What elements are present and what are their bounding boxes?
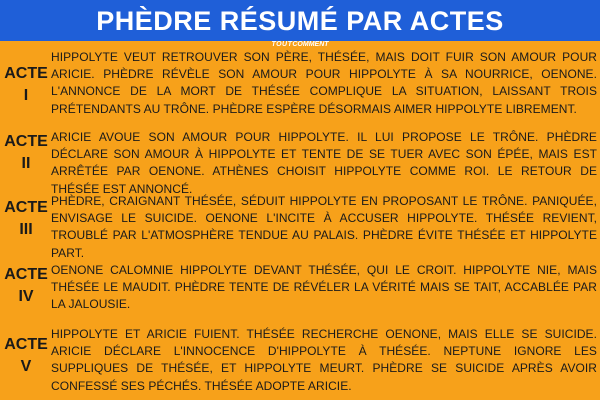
act-number: III (19, 221, 33, 238)
act-row-5 (0, 323, 600, 395)
act-label-3 (0, 193, 52, 241)
act-number: I (23, 87, 29, 104)
act-row-2 (0, 128, 600, 198)
act-label-1 (0, 49, 52, 107)
act-number: II (21, 155, 31, 172)
act-summary-2: ARICIE AVOUE SON AMOUR POUR HIPPOLYTE. IL LUI PROPOSE LE TRÔNE. PHÈDRE DÉCLARE SON AMOUR À HIPPOLYTE ET TENTE DE SE TUER AVEC SON ÉPÉE, MAIS EST ARRÊTÉE PAR OENONE. ATHÈNES CHOISIT HIPPOLYTE COMME ROI. LE RETOUR DE THÉSÉE EST ANNONCÉ. (51, 130, 597, 196)
act-row-3 (0, 193, 600, 262)
act-summary-4: OENONE CALOMNIE HIPPOLYTE DEVANT THÉSÉE, QUI LE CROIT. HIPPOLYTE NIE, MAIS THÉSÉE LE MAUDIT. PHÈDRE TENTE DE RÉVÉLER LA VÉRITÉ MAIS SE TAIT, ACCABLÉE PAR LA JALOUSIE. (51, 263, 597, 312)
act-label-5 (0, 323, 52, 378)
title-banner (0, 0, 600, 41)
page-title: PHÈDRE RÉSUMÉ PAR ACTES (96, 5, 504, 36)
acts-list (0, 49, 600, 400)
brand-logo-part1: TOUT (271, 41, 293, 48)
act-number: IV (18, 288, 34, 305)
act-word: ACTE (4, 266, 48, 283)
act-summary-5: HIPPOLYTE ET ARICIE FUIENT. THÉSÉE RECHERCHE OENONE, MAIS ELLE SE SUICIDE. ARICIE DÉCLARE L'INNOCENCE D'HIPPOLYTE À THÉSÉE. NEPTUNE IGNORE LES SUPPLIQUES DE THÉSÉE, ET HIPPOLYTE MEURT. PHÈDRE SE SUICIDE APRÈS AVOIR CONFESSÉ SES PÉCHÉS. THÉSÉE ADOPTE ARICIE. (51, 327, 597, 393)
act-summary-3: PHÈDRE, CRAIGNANT THÉSÉE, SÉDUIT HIPPOLYTE EN PROPOSANT LE TRÔNE. PANIQUÉE, ENVISAGE LE SUICIDE. OENONE L'INCITE À ACCUSER HIPPOLYTE. THÉSÉE REVIENT, TROUBLÉ PAR L'ATMOSPHÈRE TENDUE AU PALAIS. PHÈDRE ÉVITE THÉSÉE ET HIPPOLYTE PART. (51, 194, 597, 260)
act-label-2 (0, 128, 52, 175)
act-row-4 (0, 258, 600, 314)
act-row-1 (0, 49, 600, 118)
act-number: V (20, 358, 32, 375)
act-word: ACTE (4, 65, 48, 82)
act-word: ACTE (4, 133, 48, 150)
act-word: ACTE (4, 336, 48, 353)
act-word: ACTE (4, 199, 48, 216)
brand-logo (0, 41, 600, 49)
brand-logo-part2: COMMENT (292, 41, 329, 48)
act-label-4 (0, 258, 52, 308)
act-summary-1: HIPPOLYTE VEUT RETROUVER SON PÈRE, THÉSÉE, MAIS DOIT FUIR SON AMOUR POUR ARICIE. PHÈDRE RÉVÈLE SON AMOUR POUR HIPPOLYTE À SA NOURRICE, OENONE. L'ANNONCE DE LA MORT DE THÉSÉE COMPLIQUE LA SITUATION, LAISSANT TROIS PRÉTENDANTS AU TRÔNE. PHÈDRE ESPÈRE DÉSORMAIS AIMER HIPPOLYTE LIBREMENT. (51, 50, 597, 116)
